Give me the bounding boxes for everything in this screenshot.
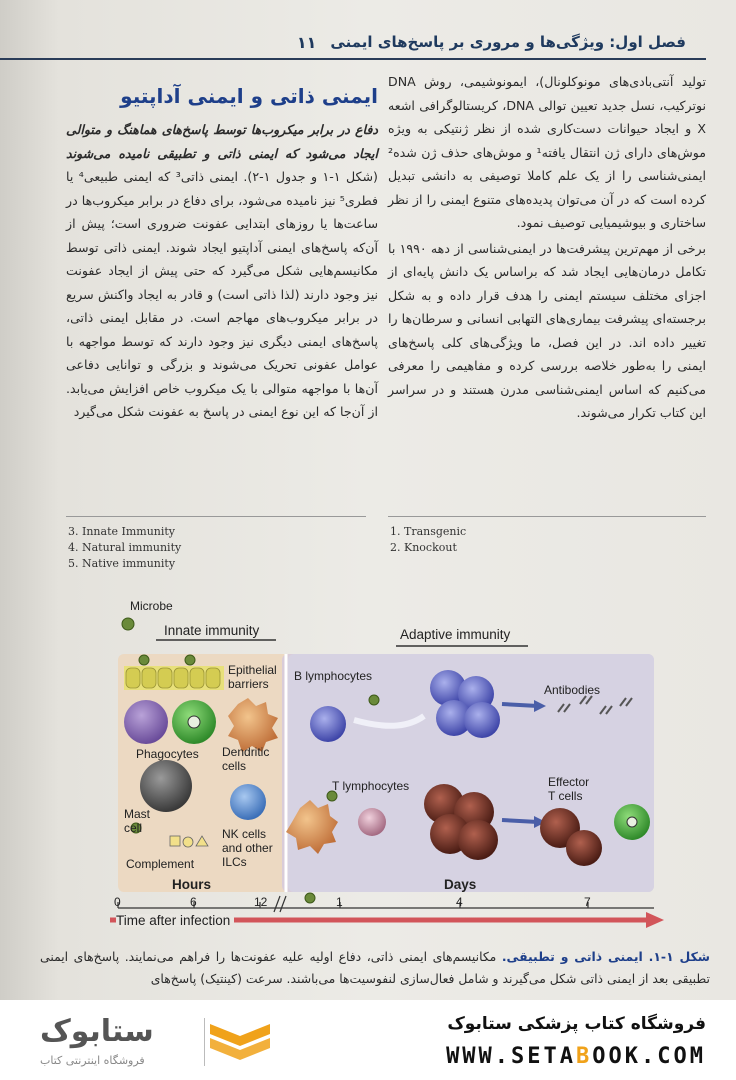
mast-cell-label-2: cell <box>124 821 143 835</box>
tick-label: 12 <box>254 895 268 909</box>
store-name: فروشگاه کتاب پزشکی ستابوک <box>447 1014 706 1034</box>
epithelial-label-2: barriers <box>228 677 269 691</box>
footnote: 5. Native immunity <box>68 557 176 570</box>
antibodies-label: Antibodies <box>544 683 601 697</box>
footnote-rule <box>66 516 366 517</box>
store-banner <box>0 1000 736 1080</box>
dendritic-label: Dendritic <box>222 745 270 759</box>
url-prefix: WWW.SETA <box>446 1044 577 1069</box>
tick-label: 1 <box>336 895 343 909</box>
nk-label-3: ILCs <box>222 855 247 869</box>
url-suffix: OOK.COM <box>592 1044 706 1069</box>
adaptive-immunity-label: Adaptive immunity <box>400 627 511 642</box>
header-title: فصل اول: ویژگی‌ها و مروری بر پاسخ‌های ایمنی <box>330 33 686 51</box>
left-column <box>66 80 378 426</box>
immunity-figure <box>110 596 710 936</box>
running-header <box>0 28 736 56</box>
header-rule <box>0 58 706 60</box>
right-column <box>388 70 706 427</box>
url-highlight: B <box>576 1044 593 1069</box>
figure-caption <box>40 946 710 990</box>
logo-subtitle: فروشگاه اینترنتی کتاب <box>40 1054 145 1067</box>
innate-immunity-label: Innate immunity <box>164 623 260 638</box>
lead-text: دفاع در برابر میکروب‌ها توسط پاسخ‌های هماهنگ و متوالی ایجاد می‌شود که ایمنی ذاتی و تطبیقی نامیده می‌شوند <box>66 122 378 161</box>
tick-label: 0 <box>114 895 121 909</box>
effector-label: Effector <box>548 775 590 789</box>
hours-label: Hours <box>172 877 212 892</box>
paragraph: برخی از مهم‌ترین پیشرفت‌ها در ایمنی‌شناسی از دهه ۱۹۹۰ با تکامل درمان‌هایی ایجاد شد که براساس یک دانش پایه‌ای از اجزای مختلف سیستم ایمنی را هدف قرار داده و به شکل برجسته‌ای پیشرفت بیماری‌های التهابی انسانی و سرطان‌ها را تغییر داده اند. در این فصل، ما ویژگی‌های کلی پاسخ‌های ایمنی را به‌طور خلاصه بررسی کرده و مفاهیمی را معرفی می‌کنیم که اساس ایمنی‌شناسی مدرن هستند و در سراسر این کتاب تکرار می‌شوند. <box>388 240 706 420</box>
tick-label: 7 <box>584 895 591 909</box>
microbe-label: Microbe <box>130 599 173 613</box>
caption-text: مکانیسم‌های ایمنی ذاتی، دفاع اولیه علیه عفونت‌ها را فراهم می‌نمایند. پاسخ‌های ایمنی تطبیقی بعد از ایمنی ذاتی شکل می‌گیرند و شامل فعال‌سازی لنفوسیت‌ها می‌باشند. سرعت (کینتیک) پاسخ‌های <box>40 949 710 986</box>
nk-label-2: and other <box>222 841 273 855</box>
effector-label-2: T cells <box>548 789 583 803</box>
book-logo-icon <box>204 1016 276 1068</box>
paragraph: تولید آنتی‌بادی‌های مونوکلونال)، ایمونوشیمی، روش DNA نوترکیب، نسل جدید تعیین توالی DNA، کریستالوگرافی اشعه X و ایجاد حیوانات دست‌کاری شده از نظر ژنتیکی به ویژه موش‌های دارای ژن انتقال یافته¹ و موش‌های حذف ژن شده² ایمنی‌شناسی را از یک علم کاملا توصیفی به دانشی تبدیل کرده است که در آن می‌توان پدیده‌های متنوع ایمنی را از نظر ساختاری و بیوشیمیایی توصیف نمود. <box>388 74 706 230</box>
t-lymphocytes-label: T lymphocytes <box>332 779 410 793</box>
footnotes-left <box>68 524 181 572</box>
footnote: 1. Transgenic <box>390 525 467 538</box>
body-text: (شکل ۱-۱ و جدول ۱-۲). ایمنی ذاتی³ که ایمنی طبیعی⁴ یا فطری⁵ نیز نامیده می‌شود، برای دفاع در برابر میکروب‌ها در ساعت‌ها یا روزهای ابتدایی عفونت ضروری است؛ پیش از آن‌که پاسخ‌های ایمنی آداپتیو ایجاد شوند. ایمنی ذاتی توسط مکانیسم‌هایی شکل می‌گیرد که حتی پیش از ایجاد عفونت نیز وجود دارند (لذا ذاتی است) و قادر به ایجاد واکنش سریع در برابر میکروب‌های مهاجم است. در مقابل ایمنی ذاتی، پاسخ‌های ایمنی دیگری نیز وجود دارند که توسط مواجهه با عوامل عفونی تحریک می‌شوند و بزرگی و توانایی دفاعی آن‌ها با مواجهه متوالی با یک میکروب خاص افزایش می‌یابد. از آن‌جا که این نوع ایمنی در پاسخ به عفونت شکل می‌گیرد <box>66 169 378 419</box>
tick-label: 6 <box>190 895 197 909</box>
dendritic-label-2: cells <box>222 759 247 773</box>
footnote: 2. Knockout <box>390 541 457 554</box>
store-url[interactable] <box>446 1044 706 1069</box>
time-axis-label: Time after infection <box>116 914 234 927</box>
footnotes-right <box>390 524 466 556</box>
epithelial-label: Epithelial <box>228 663 277 677</box>
page-number: ۱۱ <box>296 32 317 52</box>
logo-wordmark: ستابوک <box>40 1014 154 1049</box>
footnote: 3. Innate Immunity <box>68 525 176 538</box>
footnote-rule <box>388 516 706 517</box>
days-label: Days <box>444 877 477 892</box>
tick-label: 4 <box>456 895 463 909</box>
section-title: ایمنی ذاتی و ایمنی آداپتیو <box>120 84 378 108</box>
nk-label: NK cells <box>222 827 267 841</box>
mast-cell-label: Mast <box>124 807 151 821</box>
caption-title: شکل ۱-۱. ایمنی ذاتی و تطبیقی. <box>501 949 710 964</box>
paragraph <box>66 118 378 424</box>
complement-label: Complement <box>126 857 195 871</box>
b-lymphocytes-label: B lymphocytes <box>294 669 373 683</box>
phagocytes-label: Phagocytes <box>136 747 199 761</box>
footnote: 4. Natural immunity <box>68 541 182 554</box>
